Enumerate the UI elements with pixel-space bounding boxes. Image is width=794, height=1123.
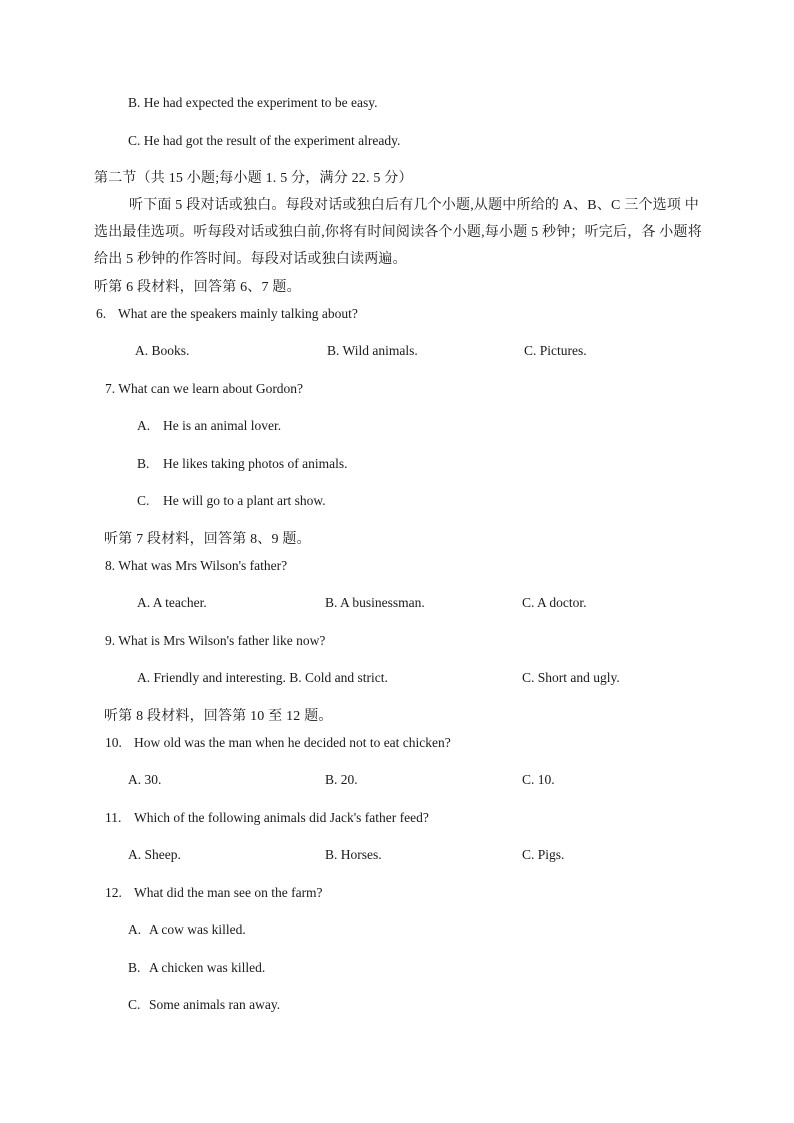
question-7-option-a-label: A. — [137, 418, 151, 433]
question-8-option-b: B. A businessman. — [325, 595, 425, 610]
question-7-option-b-label: B. — [137, 456, 150, 471]
question-12-option-a-label: A. — [128, 922, 142, 937]
prev-option-b: B. He had expected the experiment to be easy. — [128, 95, 378, 110]
question-9-options-ab: A. Friendly and interesting. B. Cold and strict. — [137, 670, 388, 685]
question-6-option-b: B. Wild animals. — [327, 343, 418, 358]
passage-7-intro: 听第 7 段材料，回答第 8、9 题。 — [104, 532, 311, 547]
question-12-option-c-text: Some animals ran away. — [149, 997, 281, 1012]
question-10-option-b: B. 20. — [325, 772, 358, 787]
question-7-option-c-label: C. — [137, 493, 150, 508]
question-12-option-b-text: A chicken was killed. — [149, 960, 266, 975]
question-10-option-c: C. 10. — [522, 772, 555, 787]
instructions-line-2: 选出最佳选项。听每段对话或独白前,你将有时间阅读各个小题,每小题 5 秒钟；听完后，各 小题将 — [94, 225, 702, 240]
question-8-stem: 8. What was Mrs Wilson's father? — [105, 558, 288, 573]
question-11-option-b: B. Horses. — [325, 847, 382, 862]
question-7-option-c-text: He will go to a plant art show. — [163, 493, 326, 508]
question-8-option-a: A. A teacher. — [137, 595, 207, 610]
question-11-option-c: C. Pigs. — [522, 847, 565, 862]
question-6-option-c: C. Pictures. — [524, 343, 587, 358]
section-heading: 第二节（共 15 小题;每小题 1. 5 分，满分 22. 5 分） — [94, 171, 413, 186]
question-6-option-a: A. Books. — [135, 343, 190, 358]
question-10-number: 10. — [105, 735, 122, 750]
question-9-stem: 9. What is Mrs Wilson's father like now? — [105, 633, 326, 648]
question-12-option-c-label: C. — [128, 997, 141, 1012]
question-11-text: Which of the following animals did Jack's father feed? — [134, 810, 429, 825]
question-11-option-a: A. Sheep. — [128, 847, 181, 862]
instructions-line-1: 听下面 5 段对话或独白。每段对话或独白后有几个小题,从题中所给的 A、B、C 三个选项 中 — [129, 198, 699, 213]
question-12-option-a-text: A cow was killed. — [149, 922, 246, 937]
passage-6-intro: 听第 6 段材料，回答第 6、7 题。 — [94, 280, 301, 295]
prev-option-c: C. He had got the result of the experiment already. — [128, 133, 401, 148]
question-6-number: 6. — [96, 306, 107, 321]
question-7-option-b-text: He likes taking photos of animals. — [163, 456, 348, 471]
question-10-option-a: A. 30. — [128, 772, 162, 787]
question-7-option-a-text: He is an animal lover. — [163, 418, 282, 433]
question-8-option-c: C. A doctor. — [522, 595, 587, 610]
instructions-line-3: 给出 5 秒钟的作答时间。每段对话或独白读两遍。 — [94, 252, 407, 267]
question-12-text: What did the man see on the farm? — [134, 885, 323, 900]
question-12-number: 12. — [105, 885, 122, 900]
question-7-stem: 7. What can we learn about Gordon? — [105, 381, 304, 396]
question-10-text: How old was the man when he decided not to eat chicken? — [134, 735, 451, 750]
question-12-option-b-label: B. — [128, 960, 141, 975]
question-9-option-c: C. Short and ugly. — [522, 670, 620, 685]
question-11-number: 11. — [105, 810, 122, 825]
passage-8-intro: 听第 8 段材料，回答第 10 至 12 题。 — [104, 709, 333, 724]
question-6-text: What are the speakers mainly talking about? — [118, 306, 358, 321]
